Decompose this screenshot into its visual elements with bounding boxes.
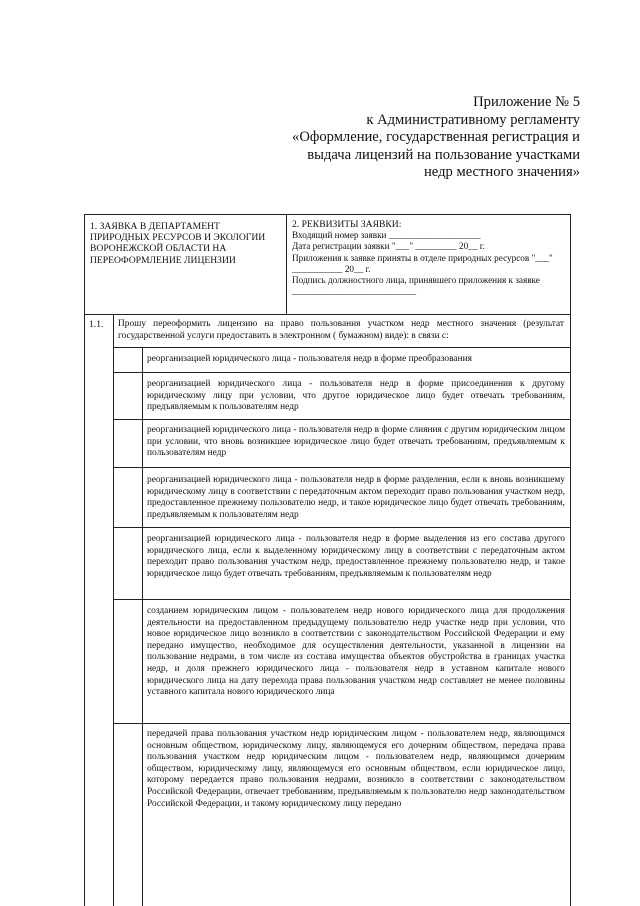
registration-date-field: Дата регистрации заявки "___" _________ 20__ г. [292, 241, 485, 252]
attachments-field: Приложения к заявке приняты в отделе природных ресурсов "___" ___________ 20__ г. [292, 252, 553, 274]
reason-option: созданием юридическим лицом - пользователем недр нового юридического лица для продолжения деятельности на предоставленном предыдущему пользователю недр участке недр при условии, что новое юридическое лицо возникло в соответствии с законодательством Российской Федерации и ему передано имущество, необходимое для осуществления деятельности, указанной в лицензии на пользование недрами, в том числе из состава имущества объектов обустройства в границах участка недр, и доля прежнего юридического лица - пользователя недр в уставном капитале нового юридического лица на дату перехода права пользования участком недр составляет не менее половины уставного капитала нового юридического лица [147, 606, 565, 698]
section1-title: 1. ЗАЯВКА В ДЕПАРТАМЕНТ ПРИРОДНЫХ РЕСУРСОВ И ЭКОЛОГИИ ВОРОНЕЖСКОЙ ОБЛАСТИ НА ПЕРЕОФОРМЛЕНИЕ ЛИЦЕНЗИИ [90, 221, 266, 266]
item-number: 1.1. [89, 319, 104, 330]
application-requisites [292, 219, 564, 297]
reason-option: реорганизацией юридического лица - пользователя недр в форме слияния с другим юридическим лицом при условии, что вновь возникшее юридическое лицо будет отвечать требованиям, предъявляемым к пользователям недр [147, 425, 565, 459]
reason-option: реорганизацией юридического лица - пользователя недр в форме присоединения к другому юридическому лицу при условии, что другое юридическое лицо будет отвечать требованиям, предъявляемым к пользователям недр [147, 379, 565, 413]
row-divider [113, 527, 570, 528]
checkbox-column-divider [142, 347, 143, 906]
appendix-line: недр местного значения» [424, 164, 580, 180]
signature-field: Подпись должностного лица, принявшего приложения к заявке ___________________________ [292, 275, 540, 297]
incoming-number-field: Входящий номер заявки ____________________ [292, 230, 481, 241]
reason-option: реорганизацией юридического лица - пользователя недр в форме разделения, если к вновь возникшему юридическому лицу в соответствии с передаточным актом переходит право пользования участком недр, предоставленное прежнему пользователю недр, и такое юридическое лицо будет отвечать требованиям, предъявляемым к пользователям недр [147, 475, 565, 520]
column-divider [286, 215, 287, 314]
appendix-line: «Оформление, государственная регистрация и [292, 129, 580, 145]
row-divider [113, 372, 570, 373]
appendix-line: к Административному регламенту [366, 111, 580, 128]
section2-title: 2. РЕКВИЗИТЫ ЗАЯВКИ: [292, 219, 402, 230]
appendix-header [160, 94, 580, 182]
row-divider [113, 347, 570, 348]
reason-option: передачей права пользования участком недр юридическим лицом - пользователем недр, являющимся основным обществом, юридическому лицу, являющемуся его дочерним обществом, передача права пользования участком недр юридическим лицом - пользователем недр, являющимся дочерним обществом, юридическому лицу, являющемуся его основным обществом, если юридическое лицо, которому передается право пользования недрами, возникло в соответствии с законодательством Российской Федерации, отвечает требованиям, предъявляемым к пользователю недр законодательством Российской Федерации, и такому юридическому лицу передано [147, 729, 565, 809]
appendix-line: выдача лицензий на пользование участками [307, 146, 580, 163]
reissue-reasons-table [84, 314, 571, 906]
reason-option: реорганизацией юридического лица - пользователя недр в форме преобразования [147, 354, 472, 364]
application-header-table [84, 214, 571, 315]
row-divider [113, 419, 570, 420]
item-intro: Прошу переоформить лицензию на право пользования участком недр местного значения (результат государственной услуги предоставить в электронном ( бумажном) виде): в связи с: [118, 319, 564, 341]
reason-option: реорганизацией юридического лица - пользователя недр в форме выделения из его состава другого юридического лица, если к выделенному юридическому лицу в соответствии с передаточным актом переходит право пользования участком недр, предоставленное прежнему пользователю недр, и такое юридическое лицо будет отвечать требованиям, предъявляемым к пользователям недр [147, 534, 565, 579]
row-divider [113, 467, 570, 468]
column-divider [113, 315, 114, 906]
row-divider [113, 599, 570, 600]
row-divider [113, 723, 570, 724]
appendix-number: Приложение № 5 [473, 94, 580, 110]
